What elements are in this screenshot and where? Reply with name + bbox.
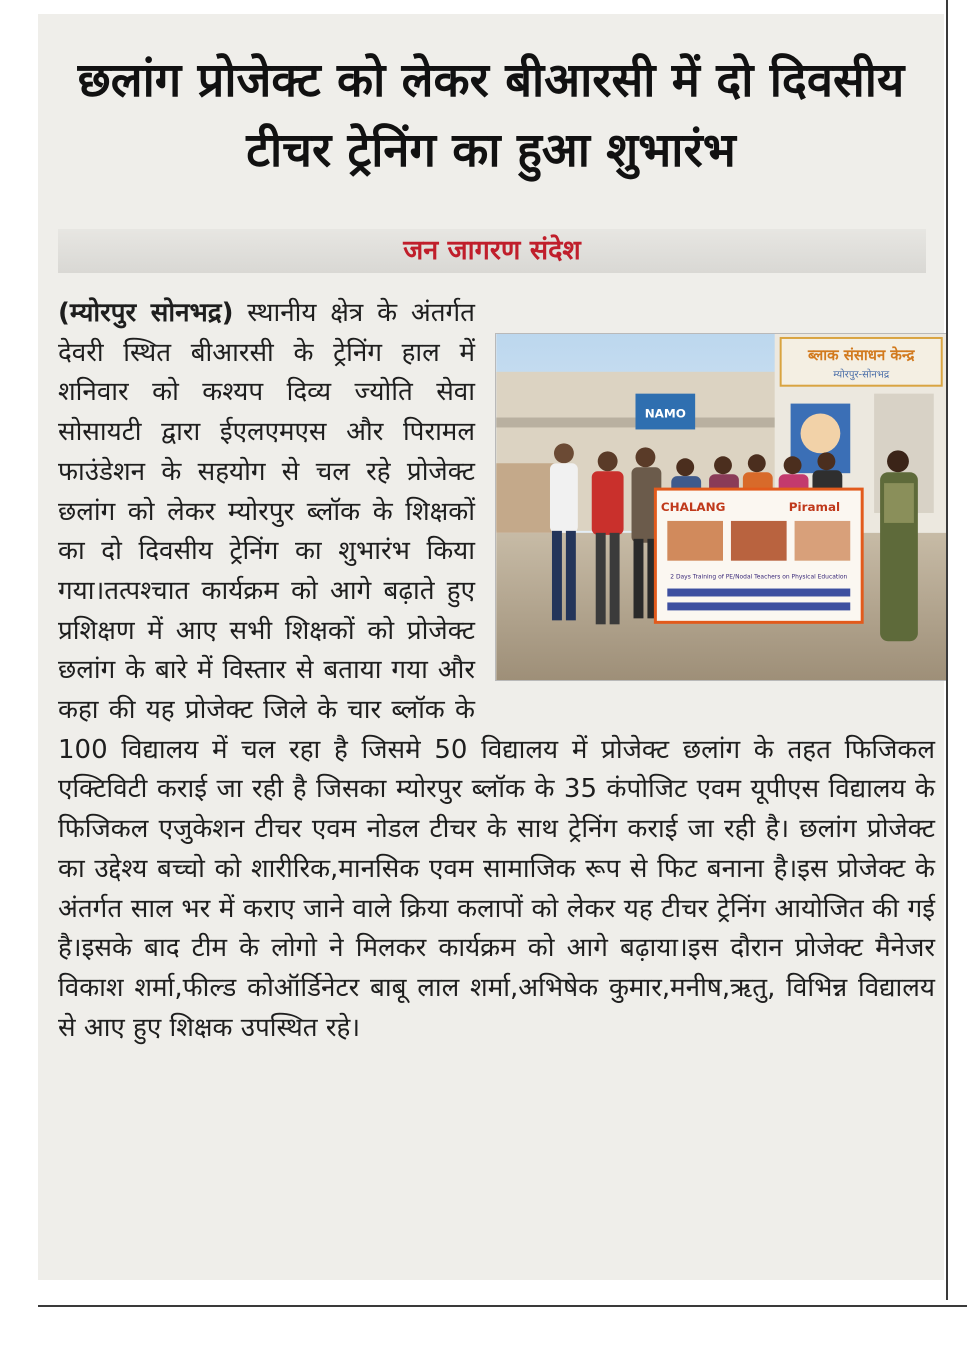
photo-banner-text-1: CHALANG <box>660 499 726 514</box>
photo-banner <box>655 489 862 622</box>
newspaper-clipping <box>38 14 944 1280</box>
article-headline: छलांग प्रोजेक्ट को लेकर बीआरसी में दो दिवसीय टीचर ट्रेनिंग का हुआ शुभारंभ <box>77 53 905 178</box>
photo-frame <box>495 333 948 721</box>
photo-banner-caption: 2 Days Training of PE/Nodal Teachers on Physical Education <box>670 573 848 581</box>
photo-signboard-text: ब्लाक संसाधन केन्द्र <box>807 345 915 364</box>
article-dateline: (म्योरपुर सोनभद्र) <box>58 298 234 328</box>
source-bar <box>58 229 926 273</box>
article-body <box>58 294 935 1048</box>
photo-banner-text-2: Piramal <box>788 499 841 514</box>
column-rule <box>946 0 948 1300</box>
article-source: जन जागरण संदेश <box>403 235 581 266</box>
article-body-text: स्थानीय क्षेत्र के अंतर्गत देवरी स्थित बीआरसी के ट्रेनिंग हाल में शनिवार को कश्यप दिव्य ज्योति सेवा सोसायटी द्वारा ईएलएमएस और पिरामल फाउंडेशन के सहयोग से चल रहे प्रोजेक्ट छलांग को लेकर म्योरपुर ब्लॉक के शिक्षकों का दो दिवसीय ट्रेनिंग का शुभारंभ किया गया।तत्पश्चात कार्यक्रम को आगे बढ़ाते हुए प्रशिक्षण में आए सभी शिक्षकों को प्रोजेक्ट छलांग के बारे में विस्तार से बताया गया और कहा की यह प्रोजेक्ट जिले के चार ब्लॉक के 100 विद्यालय में चल रहा है जिसमे 50 विद्यालय में प्रोजेक्ट छलांग के तहत फिजिकल एक्टिविटी कराई जा रही है जिसका म्योरपुर ब्लॉक के 35 कंपोजिट एवम यूपीएस विद्यालय के फिजिकल एजुकेशन टीचर एवम नोडल टीचर के साथ ट्रेनिंग कराई जा रही है। छलांग प्रोजेक्ट का उद्देश्य बच्चो को शारीरिक,मानसिक एवम सामाजिक रूप से फिट बनाना है।इस प्रोजेक्ट के अंतर्गत साल भर में कराए जाने वाले क्रिया कलापों को लेकर यह टीचर ट्रेनिंग आयोजित की गई है।इसके बाद टीम के लोगो ने मिलकर कार्यक्रम को आगे बढ़ाया।इस दौरान प्रोजेक्ट मैनेजर विकाश शर्मा,फील्ड कोऑर्डिनेटर बाबू लाल शर्मा,अभिषेक कुमार,मनीष,ऋतु, विभिन्न विद्यालय से आए हुए शिक्षक उपस्थित रहे। <box>58 298 935 1043</box>
article-photo <box>495 333 948 681</box>
bottom-rule <box>38 1305 967 1307</box>
photo-sign-small: NAMO <box>644 406 686 421</box>
photo-signboard-sub: म्योरपुर-सोनभद्र <box>833 369 890 381</box>
